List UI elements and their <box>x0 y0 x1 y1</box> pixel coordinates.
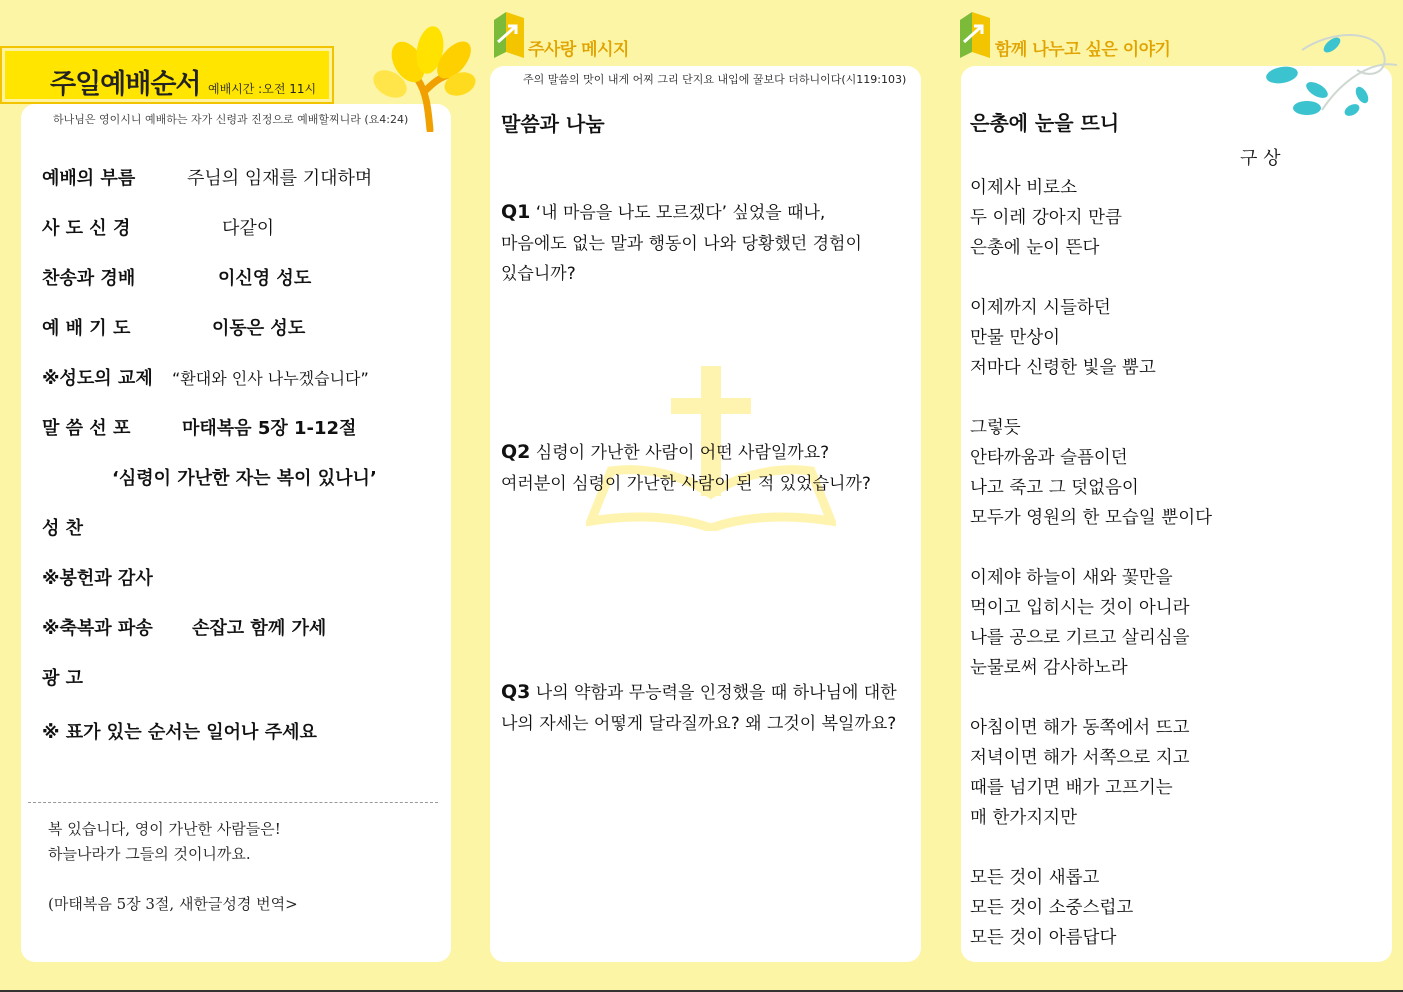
footer-verse-reference: (마태복음 5장 3절, 새한글성경 번역> <box>48 895 298 913</box>
poem-line: 저마다 신령한 빛을 뿜고 <box>970 358 1156 378</box>
question-1-line-3: 있습니까? <box>501 264 576 284</box>
bookmark-arrow-icon <box>958 12 992 58</box>
poem-line: 이제사 비로소 <box>970 178 1077 198</box>
order-item-apostles-creed: 사 도 신 경 다같이 <box>42 218 275 239</box>
question-2: Q2 심령이 가난한 사람이 어떤 사람일까요? <box>501 441 830 463</box>
tree-icon <box>368 22 478 132</box>
poem-line: 모든 것이 새롭고 <box>970 868 1100 888</box>
poem-line: 안타까움과 슬픔이던 <box>970 448 1128 468</box>
poem-line: 모든 것이 아름답다 <box>970 928 1117 948</box>
message-heading: 말씀과 나눔 <box>501 112 605 136</box>
order-item-benediction: ※축복과 파송 손잡고 함께 가세 <box>42 618 327 639</box>
order-item-announcements: 광 고 <box>42 668 84 689</box>
poem-line: 나고 죽고 그 덧없음이 <box>970 478 1139 498</box>
footer-verse-line-2: 하늘나라가 그들의 것이니까요. <box>48 845 251 863</box>
poem-title: 은총에 눈을 뜨니 <box>970 111 1120 135</box>
page-title: 주일예배순서 <box>50 69 201 100</box>
poem-line: 나를 공으로 기르고 살리심을 <box>970 628 1190 648</box>
question-1-line-2: 마음에도 없는 말과 행동이 나와 당황했던 경험이 <box>501 234 862 254</box>
poem-line: 이제까지 시들하던 <box>970 298 1111 318</box>
order-item-offering: ※봉헌과 감사 <box>42 568 153 589</box>
floral-swirl-icon <box>1262 20 1402 130</box>
footer-verse-line-1: 복 있습니다, 영이 가난한 사람들은! <box>48 820 281 838</box>
poem-line: 매 한가지지만 <box>970 808 1077 828</box>
bookmark-arrow-icon <box>492 12 526 58</box>
divider <box>28 802 438 803</box>
poem-author: 구 상 <box>1240 148 1281 169</box>
poem-line: 만물 만상이 <box>970 328 1061 348</box>
question-3-line-2: 나의 자세는 어떻게 달라질까요? 왜 그것이 복일까요? <box>501 714 897 734</box>
order-item-praise: 찬송과 경배 이신영 성도 <box>42 268 312 289</box>
standing-note: ※ 표가 있는 순서는 일어나 주세요 <box>42 722 317 743</box>
poem-line: 모두가 영원의 한 모습일 뿐이다 <box>970 508 1213 528</box>
order-item-fellowship: ※성도의 교제 “환대와 인사 나누겠습니다” <box>42 368 369 389</box>
left-subtitle-verse: 하나님은 영이시니 예배하는 자가 신령과 진정으로 예배할찌니라 (요4:24) <box>53 113 409 126</box>
question-1: Q1 ‘내 마음을 나도 모르겠다’ 싶었을 때나, <box>501 201 826 223</box>
question-3: Q3 나의 약함과 무능력을 인정했을 때 하나님에 대한 <box>501 681 897 703</box>
poem-line: 먹이고 입히시는 것이 아니라 <box>970 598 1190 618</box>
message-subtitle-verse: 주의 말씀의 맛이 내게 어찌 그리 단지요 내입에 꿀보다 더하니이다(시119:103) <box>523 73 907 86</box>
sermon-title: ‘심령이 가난한 자는 복이 있나니’ <box>112 468 377 489</box>
story-section-title: 함께 나누고 싶은 이야기 <box>995 40 1171 60</box>
order-item-prayer: 예 배 기 도 이동은 성도 <box>42 318 306 339</box>
poem-line: 아침이면 해가 동쪽에서 뜨고 <box>970 718 1190 738</box>
poem-line: 두 이레 강아지 만큼 <box>970 208 1122 228</box>
poem-line: 저녁이면 해가 서쪽으로 지고 <box>970 748 1190 768</box>
message-section-title: 주사랑 메시지 <box>528 40 629 60</box>
poem-line: 모든 것이 소중스럽고 <box>970 898 1134 918</box>
question-2-line-2: 여러분이 심령이 가난한 사람이 된 적 있었습니까? <box>501 474 871 494</box>
poem-line: 눈물로써 감사하노라 <box>970 658 1128 678</box>
poem-line: 그렇듯 <box>970 418 1021 438</box>
order-item-communion: 성 찬 <box>42 518 84 539</box>
poem-line: 때를 넘기면 배가 고프기는 <box>970 778 1173 798</box>
service-time: 예배시간 :오전 11시 <box>208 82 317 96</box>
order-item-call-to-worship: 예배의 부름 주님의 임재를 기대하며 <box>42 168 373 189</box>
order-item-sermon: 말 씀 선 포 마태복음 5장 1-12절 <box>42 418 357 439</box>
poem-line: 은총에 눈이 뜬다 <box>970 238 1100 258</box>
poem-line: 이제야 하늘이 새와 꽃만을 <box>970 568 1173 588</box>
